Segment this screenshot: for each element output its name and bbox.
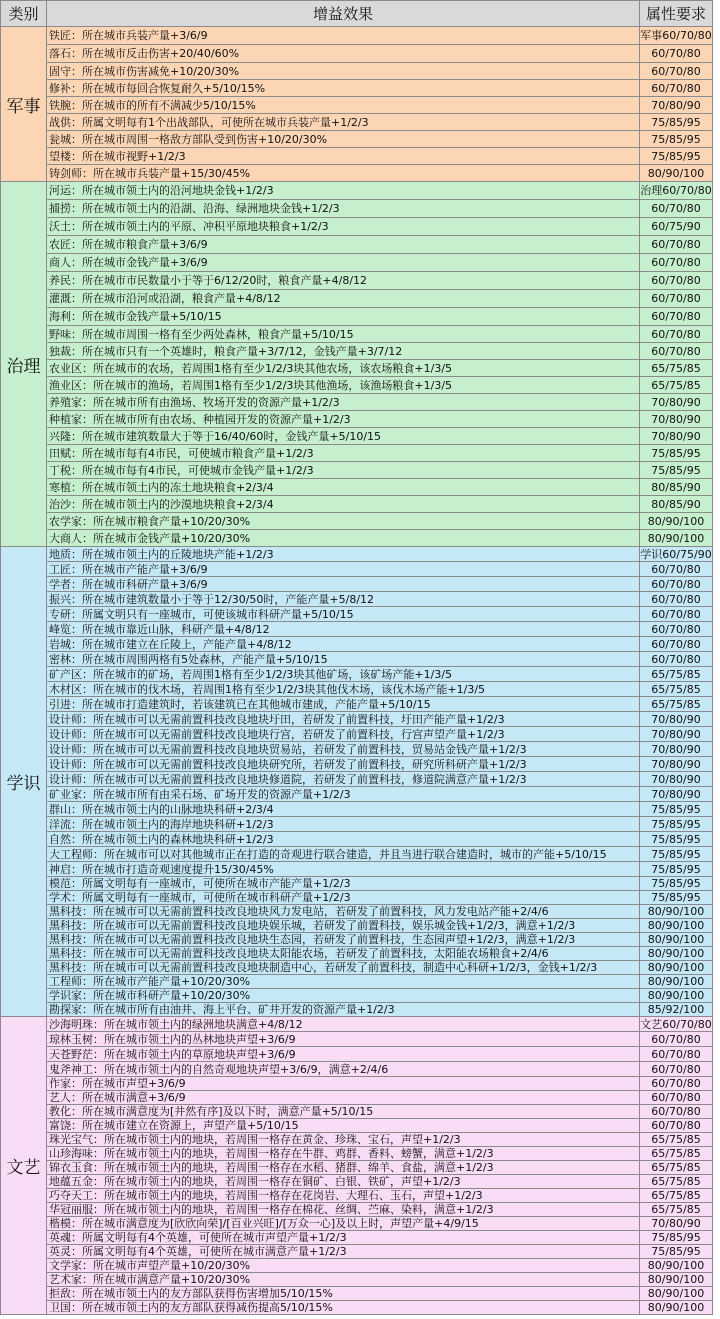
effect-cell: 引进：所在城市打造建筑时，若该建筑已在其他城市建成，产能产量+5/10/15 [47,697,640,712]
requirement-cell: 70/80/90 [640,712,713,727]
effect-cell: 模范：所属文明每有一座城市，可使所在城市产能产量+1/2/3 [47,877,640,891]
table-row [1,1175,713,1189]
effect-cell: 落石：所在城市反击伤害+20/40/60% [47,45,640,63]
table-row [1,479,713,496]
effect-cell: 振兴：所在城市建筑数量小于等于12/30/50时，产能产量+5/8/12 [47,592,640,607]
effect-cell: 灌溉：所在城市沿河或沿湖，粮食产量+4/8/12 [47,290,640,308]
requirement-cell: 75/85/95 [640,877,713,891]
effect-cell: 大工程师：所在城市可以对其他城市正在打造的奇观进行联合建造，并且当进行联合建造时，城市的产能+5/10/15 [47,847,640,862]
table-row [1,236,713,254]
requirement-cell: 70/80/90 [640,742,713,757]
requirement-cell: 65/75/85 [640,697,713,712]
requirement-cell: 65/75/85 [640,667,713,682]
table-row [1,712,713,727]
table-row [1,411,713,428]
table-row [1,1077,713,1091]
effect-cell: 黑科技：所在城市可以无需前置科技改良地块风力发电站，若研发了前置科技，风力发电站产能+2/4/6 [47,905,640,919]
effect-cell: 田赋：所在城市每有4市民，可使城市粮食产量+1/2/3 [47,445,640,462]
effect-cell: 密林：所在城市周围两格有5处森林，产能产量+5/10/15 [47,652,640,667]
table-row [1,1105,713,1119]
effect-cell: 群山：所在城市领土内的山脉地块科研+2/3/4 [47,802,640,817]
table-row [1,496,713,513]
table-row [1,961,713,975]
requirement-cell: 65/75/85 [640,1175,713,1189]
effect-cell: 养民：所在城市市民数量小于等于6/12/20时，粮食产量+4/8/12 [47,272,640,290]
table-row [1,326,713,343]
requirement-cell: 75/85/95 [640,1231,713,1245]
requirement-cell: 70/80/90 [640,1217,713,1231]
requirement-cell: 80/90/100 [640,513,713,530]
requirement-cell: 60/70/80 [640,637,713,652]
table-row [1,607,713,622]
table-row [1,27,713,45]
effect-cell: 设计师：所在城市可以无需前置科技改良地块行宫，若研发了前置科技，行宫声望产量+1/2/3 [47,727,640,742]
table-row [1,697,713,712]
table-row [1,1245,713,1259]
effect-cell: 农业区：所在城市的农场，若周围1格有至少1/2/3块其他农场，该农场粮食+1/3/5 [47,360,640,377]
requirement-cell: 80/90/100 [640,1259,713,1273]
table-row [1,1032,713,1047]
table-row [1,577,713,592]
requirement-cell: 80/90/100 [640,165,713,182]
effect-cell: 治沙：所在城市领土内的沙漠地块粮食+2/3/4 [47,496,640,513]
effect-cell: 农学家：所在城市粮食产量+10/20/30% [47,513,640,530]
effect-cell: 富饶：所在城市建立在资源上，声望产量+5/10/15 [47,1119,640,1133]
requirement-cell: 75/85/95 [640,802,713,817]
table-row [1,1119,713,1133]
effect-cell: 沙海明珠：所在城市领土内的绿洲地块满意+4/8/12 [47,1017,640,1032]
table-row [1,1017,713,1032]
requirement-cell: 60/70/80 [640,290,713,308]
requirement-cell: 70/80/90 [640,757,713,772]
requirement-cell: 60/70/80 [640,652,713,667]
requirement-cell: 80/90/100 [640,975,713,989]
requirement-cell: 60/70/80 [640,1062,713,1077]
table-row [1,377,713,394]
table-row [1,862,713,877]
effect-cell: 捕捞：所在城市领土内的沿湖、沿海、绿洲地块金钱+1/2/3 [47,200,640,218]
requirement-cell: 学识60/75/90 [640,547,712,561]
table-row [1,802,713,817]
effect-cell: 山珍海味：所在城市领土内的地块，若周围一格存在牛群、鸡群、香料、螃蟹，满意+1/2/3 [47,1147,640,1161]
requirement-cell: 60/70/80 [640,607,713,622]
requirement-cell: 75/85/95 [640,445,713,462]
effect-cell: 珠光宝气：所在城市领土内的地块，若周围一格存在黄金、珍珠、宝石，声望+1/2/3 [47,1133,640,1147]
requirement-cell: 75/85/95 [640,832,713,847]
requirement-cell: 60/70/80 [640,63,713,80]
effect-cell: 峰览：所在城市靠近山脉，科研产量+4/8/12 [47,622,640,637]
requirement-cell: 80/90/100 [640,947,713,961]
effect-cell: 专研：所属文明只有一座城市，可使该城市科研产量+5/10/15 [47,607,640,622]
requirement-cell: 70/80/90 [640,787,713,802]
requirement-cell: 60/70/80 [640,562,713,577]
effect-cell: 木材区：所在城市的伐木场，若周围1格有至少1/2/3块其他伐木场，该伐木场产能+1/3/5 [47,682,640,697]
table-row [1,445,713,462]
effect-cell: 兴隆：所在城市建筑数量大于等于16/40/60时，金钱产量+5/10/15 [47,428,640,445]
effect-cell: 艺人：所在城市满意+3/6/9 [47,1091,640,1105]
table-row [1,1047,713,1062]
table-row [1,1273,713,1287]
requirement-cell: 60/70/80 [640,326,713,343]
effect-cell: 黑科技：所在城市可以无需前置科技改良地块制造中心，若研发了前置科技，制造中心科研+1/2/3，金钱+1/2/3 [47,961,640,975]
table-row [1,1091,713,1105]
requirement-cell: 65/75/85 [640,360,713,377]
requirement-cell: 65/75/85 [640,377,713,394]
table-row [1,290,713,308]
requirement-cell: 70/80/90 [640,772,713,787]
requirement-cell: 治理60/70/80 [640,182,713,200]
requirement-cell: 60/70/80 [640,622,713,637]
effect-cell: 铁匠：所在城市兵装产量+3/6/9 [47,27,640,45]
effect-cell: 农匠：所在城市粮食产量+3/6/9 [47,236,640,254]
requirement-cell: 60/70/80 [640,308,713,326]
category-cell: 治理 [1,182,47,547]
requirement-cell: 80/90/100 [640,1273,713,1287]
table-row [1,1147,713,1161]
table-row [1,462,713,479]
table-row [1,592,713,607]
table-row [1,131,713,148]
table-row [1,919,713,933]
requirement-cell: 60/70/80 [640,1119,713,1133]
effect-cell: 铁腕：所在城市的所有不满减少5/10/15% [47,97,640,114]
effect-cell: 华冠丽服：所在城市领土内的地块，若周围一格存在棉花、丝绸、苎麻、染料，满意+1/2/3 [47,1203,640,1217]
table-row [1,45,713,63]
effect-cell: 矿业家：所在城市所有由采石场、矿场开发的资源产量+1/2/3 [47,787,640,802]
requirement-cell: 70/80/90 [640,411,713,428]
header-category: 类别 [1,1,47,27]
table-row [1,165,713,182]
table-row [1,1203,713,1217]
table-row [1,622,713,637]
requirement-cell: 75/85/95 [640,114,713,131]
table-row [1,1189,713,1203]
effect-cell: 地质：所在城市领土内的丘陵地块产能+1/2/3 [47,547,640,562]
effect-cell: 养殖家：所在城市所有由渔场、牧场开发的资源产量+1/2/3 [47,394,640,411]
requirement-cell: 65/75/85 [640,1133,713,1147]
effect-cell: 自然：所在城市领土内的森林地块科研+1/2/3 [47,832,640,847]
requirement-cell: 80/85/90 [640,496,713,513]
effect-cell: 黑科技：所在城市可以无需前置科技改良地块娱乐城，若研发了前置科技，娱乐城金钱+1/2/3，满意+1/2/3 [47,919,640,933]
effect-cell: 战供：所属文明每有1个出战部队，可使所在城市兵装产量+1/2/3 [47,114,640,131]
effect-cell: 独裁：所在城市只有一个英雄时，粮食产量+3/7/12，金钱产量+3/7/12 [47,343,640,360]
requirement-cell: 75/85/95 [640,891,713,905]
effect-cell: 工匠：所在城市产能产量+3/6/9 [47,562,640,577]
requirement-cell: 70/80/90 [640,97,713,114]
requirement-cell: 军事60/70/80 [640,27,713,45]
requirement-cell: 75/85/95 [640,462,713,479]
table-row [1,394,713,411]
category-cell: 文艺 [1,1017,47,1315]
table-row [1,975,713,989]
table-row [1,80,713,97]
requirement-cell: 65/75/85 [640,682,713,697]
effect-cell: 铸剑师：所在城市兵装产量+15/30/45% [47,165,640,182]
requirement-cell: 80/90/100 [640,1287,713,1301]
requirement-cell: 60/70/80 [640,592,713,607]
table-row [1,114,713,131]
effect-cell: 学者：所在城市科研产量+3/6/9 [47,577,640,592]
table-row [1,1231,713,1245]
table-row [1,832,713,847]
table-row [1,513,713,530]
requirement-cell: 60/70/80 [640,577,713,592]
effect-cell: 英魂：所属文明每有4个英雄，可使所在城市声望产量+1/2/3 [47,1231,640,1245]
table-row [1,682,713,697]
table-row [1,817,713,832]
requirement-cell: 80/90/100 [640,1301,713,1315]
effect-cell: 天苍野茫：所在城市领土内的草原地块声望+3/6/9 [47,1047,640,1062]
effect-cell: 勘探家：所在城市所有由油井、海上平台、矿井开发的资源产量+1/2/3 [47,1003,640,1017]
requirement-cell: 80/90/100 [640,905,713,919]
table-row [1,562,713,577]
table-row [1,847,713,862]
requirement-cell: 65/75/85 [640,1203,713,1217]
requirement-cell: 60/70/80 [640,1091,713,1105]
requirement-cell: 60/70/80 [640,200,713,218]
effect-cell: 工程师：所在城市产能产量+10/20/30% [47,975,640,989]
effect-cell: 设计师：所在城市可以无需前置科技改良地块研究所，若研发了前置科技，研究所科研产量+1/2/3 [47,757,640,772]
requirement-cell: 80/90/100 [640,530,713,547]
effect-cell: 神启：所在城市打造奇观速度提升15/30/45% [47,862,640,877]
effect-cell: 地蕴五金：所在城市领土内的地块，若周围一格存在铜矿、白银、铁矿，声望+1/2/3 [47,1175,640,1189]
effect-cell: 锦衣玉食：所在城市领土内的地块，若周围一格存在水稻、猪群、绵羊、食盐，满意+1/2/3 [47,1161,640,1175]
table-row [1,877,713,891]
requirement-cell: 80/90/100 [640,989,713,1003]
header-effect: 增益效果 [47,1,640,27]
table-row [1,905,713,919]
requirement-cell: 80/90/100 [640,961,713,975]
table-row [1,272,713,290]
table-row [1,637,713,652]
effect-cell: 拒敌：所在城市领土内的友方部队获得伤害增加5/10/15% [47,1287,640,1301]
table-row [1,652,713,667]
requirement-cell: 60/70/80 [640,272,713,290]
effect-cell: 黑科技：所在城市可以无需前置科技改良地块太阳能农场，若研发了前置科技，太阳能农场粮食+2/4/6 [47,947,640,961]
table-row [1,933,713,947]
table-row [1,63,713,80]
table-row [1,787,713,802]
table-row [1,308,713,326]
effect-cell: 琼林玉树：所在城市领土内的丛林地块声望+3/6/9 [47,1032,640,1047]
requirement-cell: 75/85/95 [640,131,713,148]
table-row [1,182,713,200]
requirement-cell: 文艺60/70/80 [640,1017,712,1031]
effect-cell: 河运：所在城市领土内的沿河地块金钱+1/2/3 [47,182,640,200]
effect-cell: 渔业区：所在城市的渔场，若周围1格有至少1/2/3块其他渔场，该渔场粮食+1/3/5 [47,377,640,394]
effect-cell: 岩城：所在城市建立在丘陵上，产能产量+4/8/12 [47,637,640,652]
header-requirement: 属性要求 [640,1,713,27]
requirement-cell: 80/85/90 [640,479,713,496]
effect-cell: 修补：所在城市每回合恢复耐久+5/10/15% [47,80,640,97]
table-row [1,360,713,377]
requirement-cell: 70/80/90 [640,428,713,445]
table-row [1,727,713,742]
table-row [1,1133,713,1147]
table-row [1,757,713,772]
table-body [1,27,713,1315]
effect-cell: 野味：所在城市周围一格有至少两处森林，粮食产量+5/10/15 [47,326,640,343]
effect-cell: 大商人：所在城市金钱产量+10/20/30% [47,530,640,547]
effect-cell: 卫国：所在城市领土内的友方部队获得减伤提高5/10/15% [47,1301,640,1315]
table-row [1,742,713,757]
requirement-cell: 85/92/100 [640,1003,713,1017]
requirement-cell: 75/85/95 [640,847,713,862]
table-row [1,530,713,547]
table-row [1,1161,713,1175]
requirement-cell: 60/70/80 [640,1077,713,1091]
table-row [1,667,713,682]
table-row [1,1003,713,1017]
requirement-cell: 65/75/85 [640,1147,713,1161]
effect-cell: 黑科技：所在城市可以无需前置科技改良地块生态园，若研发了前置科技，生态园声望+1/2/3，满意+1/2/3 [47,933,640,947]
table-row [1,1217,713,1231]
effect-cell: 种植家：所在城市所有由农场、种植园开发的资源产量+1/2/3 [47,411,640,428]
table-row [1,1287,713,1301]
table-row [1,947,713,961]
effect-cell: 矿产区：所在城市的矿场，若周围1格有至少1/2/3块其他矿场，该矿场产能+1/3/5 [47,667,640,682]
requirement-cell: 60/70/80 [640,1047,713,1062]
effect-cell: 望楼：所在城市视野+1/2/3 [47,148,640,165]
effect-cell: 设计师：所在城市可以无需前置科技改良地块贸易站，若研发了前置科技，贸易站金钱产量+1/2/3 [47,742,640,757]
effect-cell: 瓮城：所在城市周围一格敌方部队受到伤害+10/20/30% [47,131,640,148]
effect-cell: 学术：所属文明每有一座城市，可使所在城市科研产量+1/2/3 [47,891,640,905]
table-row [1,1062,713,1077]
table-row [1,200,713,218]
requirement-cell: 60/70/80 [640,1032,713,1047]
effect-cell: 艺术家：所在城市满意产量+10/20/30% [47,1273,640,1287]
effect-cell: 文学家：所在城市声望产量+10/20/30% [47,1259,640,1273]
table-row [1,428,713,445]
header-row [1,1,713,27]
requirement-cell: 80/90/100 [640,919,713,933]
requirement-cell: 70/80/90 [640,394,713,411]
category-cell: 学识 [1,547,47,1017]
table-row [1,1259,713,1273]
effect-cell: 楷模：所在城市满意度为[欣欣向荣]/[百业兴旺]/[万众一心]及以上时，声望产量+4/9/15 [47,1217,640,1231]
table-row [1,218,713,236]
effect-cell: 教化：所在城市满意度为[井然有序]及以下时，满意产量+5/10/15 [47,1105,640,1119]
requirement-cell: 75/85/95 [640,1245,713,1259]
effect-cell: 寒植：所在城市领土内的冻土地块粮食+2/3/4 [47,479,640,496]
effect-cell: 丁税：所在城市每有4市民，可使城市金钱产量+1/2/3 [47,462,640,479]
effect-cell: 英灵：所属文明每有4个英雄，可使所在城市满意产量+1/2/3 [47,1245,640,1259]
effect-cell: 洋流：所在城市领土内的海岸地块科研+1/2/3 [47,817,640,832]
table-row [1,97,713,114]
requirement-cell: 60/70/80 [640,254,713,272]
table-row [1,148,713,165]
table-row [1,343,713,360]
effect-cell: 鬼斧神工：所在城市领土内的自然奇观地块声望+3/6/9，满意+2/4/6 [47,1062,640,1077]
effect-cell: 学识家：所在城市科研产量+10/20/30% [47,989,640,1003]
category-cell: 军事 [1,27,47,182]
requirement-cell: 60/70/80 [640,236,713,254]
effect-cell: 作家：所在城市声望+3/6/9 [47,1077,640,1091]
table-row [1,254,713,272]
effect-cell: 固守：所在城市伤害减免+10/20/30% [47,63,640,80]
effect-cell: 巧夺天工：所在城市领土内的地块，若周围一格存在花岗岩、大理石、玉石，声望+1/2/3 [47,1189,640,1203]
requirement-cell: 65/75/85 [640,1189,713,1203]
table-row [1,772,713,787]
requirement-cell: 70/80/90 [640,727,713,742]
requirement-cell: 75/85/95 [640,862,713,877]
requirement-cell: 80/90/100 [640,933,713,947]
requirement-cell: 60/70/80 [640,80,713,97]
requirement-cell: 60/70/80 [640,343,713,360]
effect-cell: 设计师：所在城市可以无需前置科技改良地块圩田，若研发了前置科技，圩田产能产量+1/2/3 [47,712,640,727]
requirement-cell: 75/85/95 [640,148,713,165]
effect-cell: 沃土：所在城市领土内的平原、冲积平原地块粮食+1/2/3 [47,218,640,236]
table-row [1,989,713,1003]
table-row [1,891,713,905]
table-row [1,1301,713,1315]
requirement-cell: 60/75/90 [640,218,713,236]
requirement-cell: 60/70/80 [640,1105,713,1119]
requirement-cell: 60/70/80 [640,45,713,63]
effect-cell: 商人：所在城市金钱产量+3/6/9 [47,254,640,272]
requirement-cell: 65/75/85 [640,1161,713,1175]
effect-cell: 设计师：所在城市可以无需前置科技改良地块修道院，若研发了前置科技，修道院满意产量+1/2/3 [47,772,640,787]
effect-cell: 海利：所在城市金钱产量+5/10/15 [47,308,640,326]
requirement-cell: 75/85/95 [640,817,713,832]
table-row [1,547,713,562]
